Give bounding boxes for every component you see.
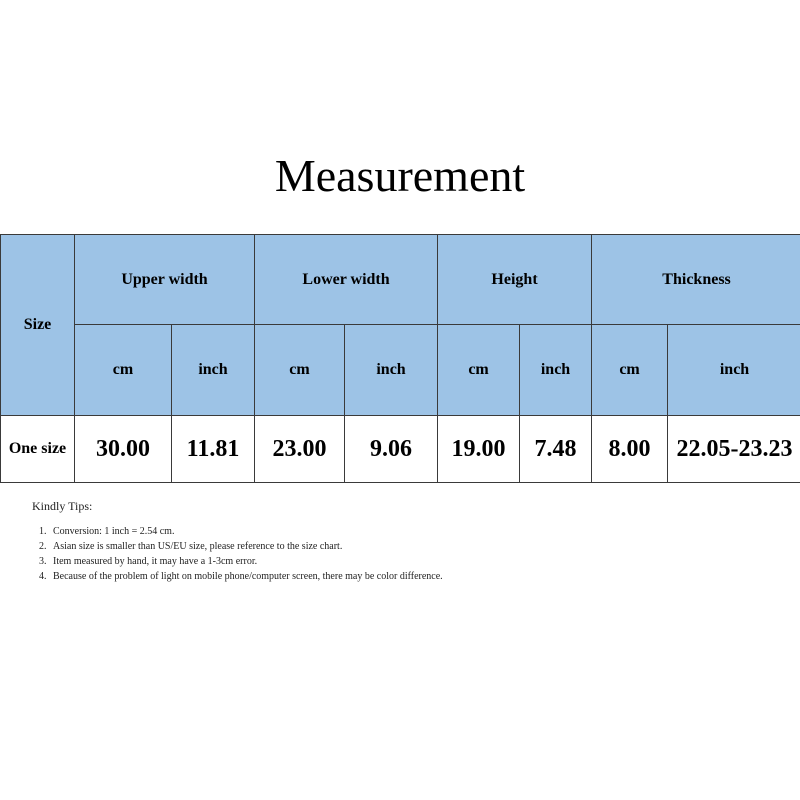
thickness-header: Thickness — [592, 235, 800, 325]
upper-width-inch-value: 11.81 — [172, 416, 255, 483]
list-item: 4. Because of the problem of light on mobile phone/computer screen, there may be color difference. — [49, 569, 452, 584]
list-item: 3. Item measured by hand, it may have a 1-3cm error. — [49, 554, 452, 569]
height-inch-value: 7.48 — [520, 416, 592, 483]
unit-header-inch: inch — [668, 325, 800, 416]
thickness-cm-value: 8.00 — [592, 416, 668, 483]
list-item: 1. Conversion: 1 inch = 2.54 cm. — [49, 524, 452, 539]
unit-header-inch: inch — [172, 325, 255, 416]
list-item: 2. Asian size is smaller than US/EU size, please reference to the size chart. — [49, 539, 452, 554]
upper-width-cm-value: 30.00 — [75, 416, 172, 483]
upper-width-header: Upper width — [75, 235, 255, 325]
unit-header-cm: cm — [255, 325, 345, 416]
tips-list — [32, 524, 452, 584]
lower-width-header: Lower width — [255, 235, 438, 325]
page-title: Measurement — [274, 150, 526, 201]
unit-header-cm: cm — [75, 325, 172, 416]
height-cm-value: 19.00 — [438, 416, 520, 483]
lower-width-inch-value: 9.06 — [345, 416, 438, 483]
size-chart-table — [0, 234, 800, 483]
unit-header-inch: inch — [520, 325, 592, 416]
table-row — [1, 416, 800, 483]
size-header: Size — [1, 235, 75, 416]
kindly-tips — [32, 499, 452, 584]
row-label: One size — [1, 416, 75, 483]
tips-title: Kindly Tips: — [32, 499, 93, 513]
unit-header-cm: cm — [592, 325, 668, 416]
unit-header-inch: inch — [345, 325, 438, 416]
unit-header-cm: cm — [438, 325, 520, 416]
lower-width-cm-value: 23.00 — [255, 416, 345, 483]
thickness-inch-value: 22.05-23.23 — [668, 416, 800, 483]
height-header: Height — [438, 235, 592, 325]
